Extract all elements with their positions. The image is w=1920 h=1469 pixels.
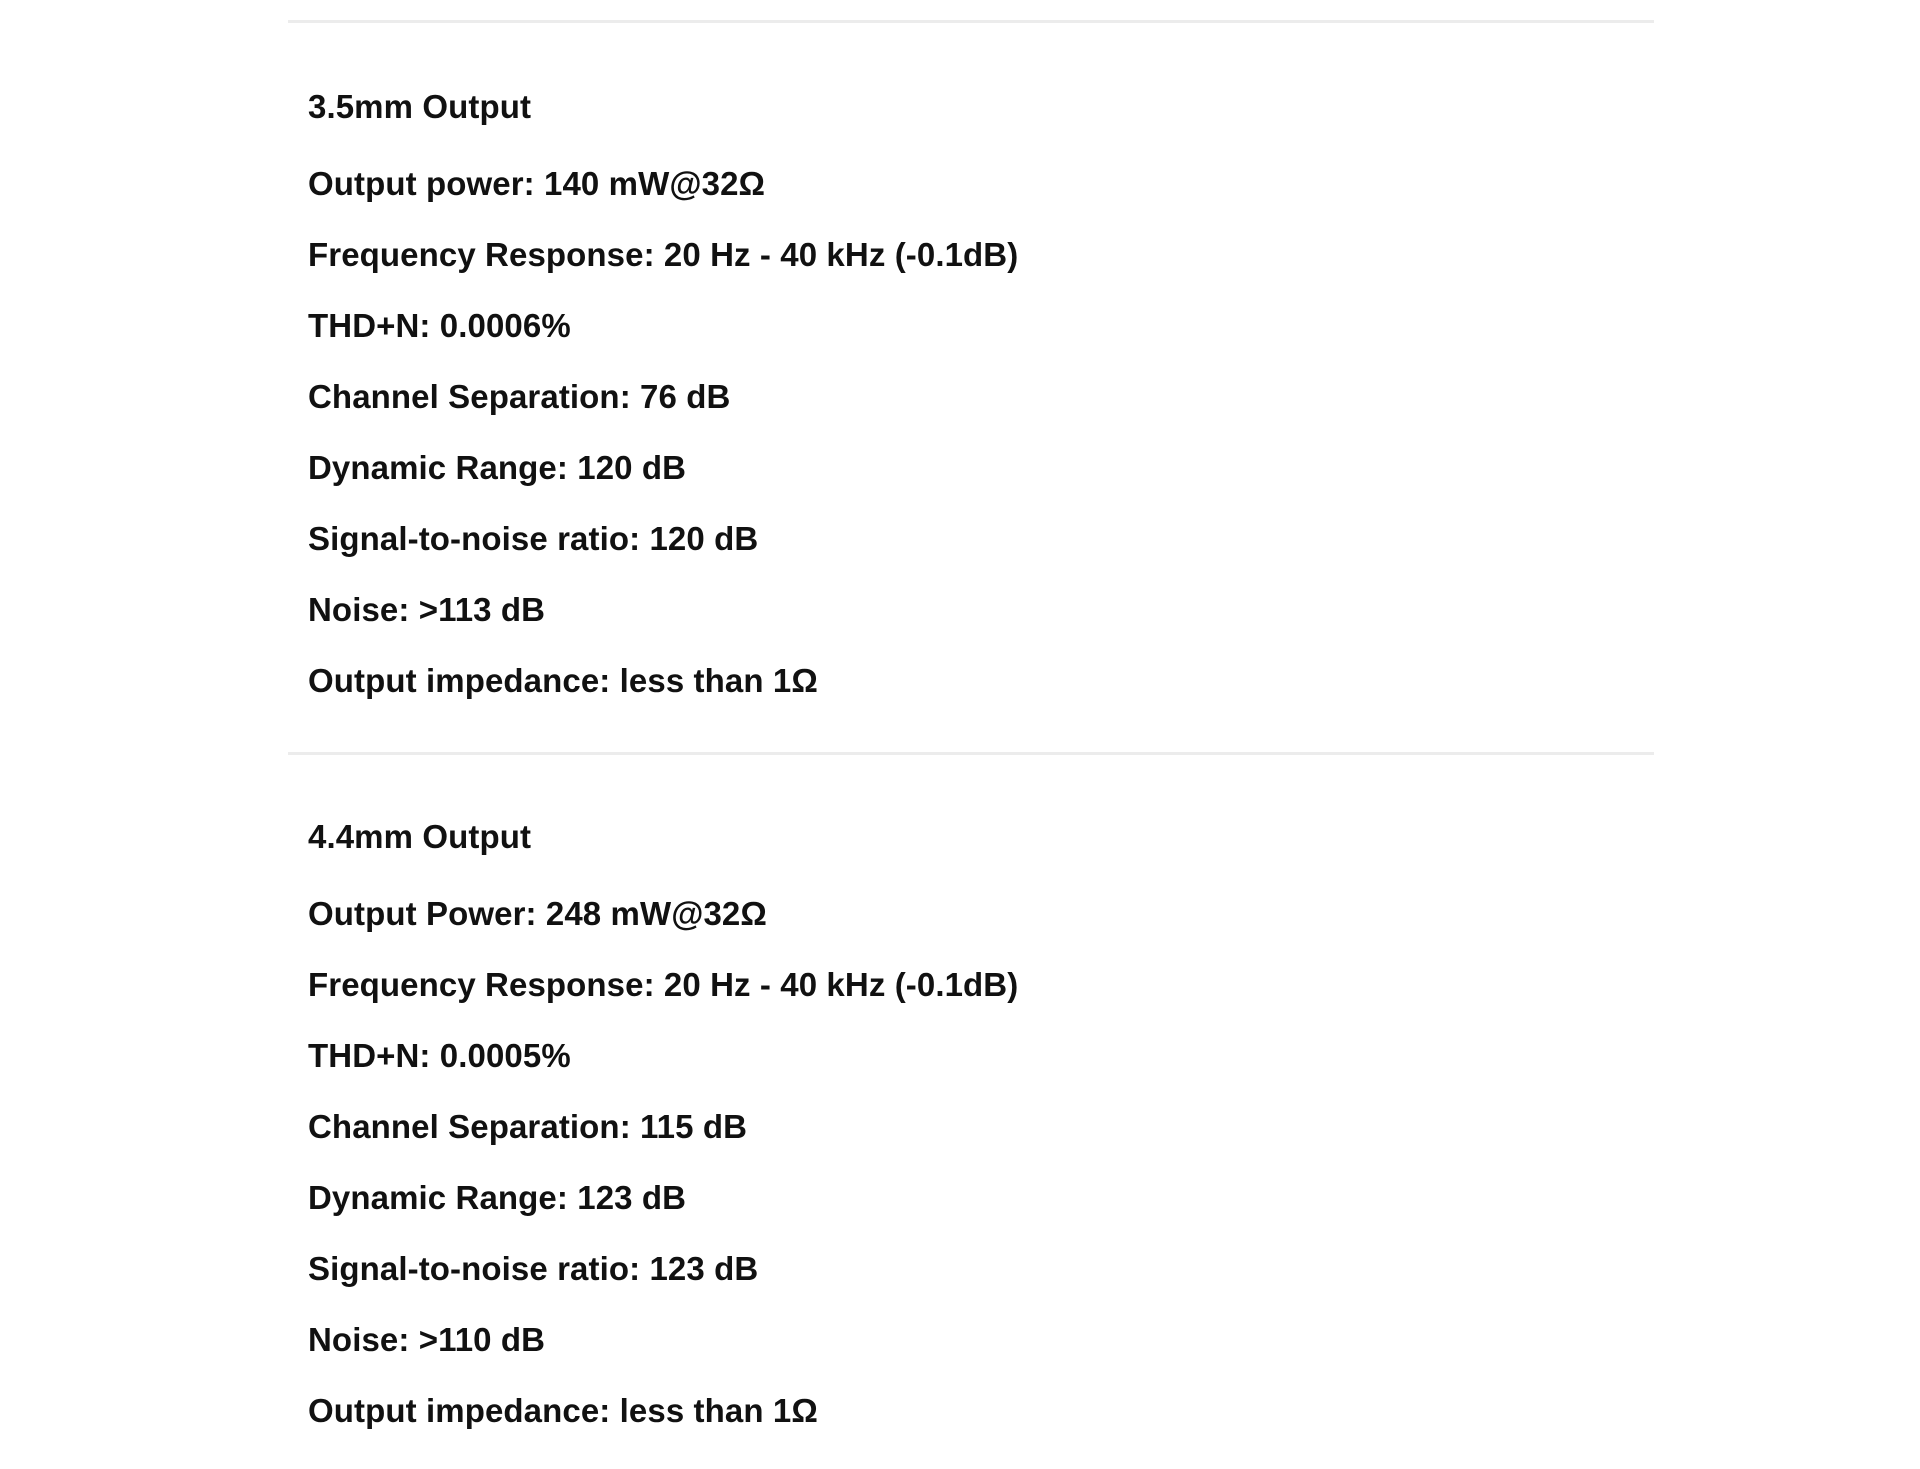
spec-output-impedance: Output impedance: less than 1Ω: [308, 662, 818, 699]
spec-thd-n: THD+N: 0.0005%: [308, 1037, 571, 1074]
spec-channel-separation: Channel Separation: 115 dB: [308, 1108, 748, 1145]
spec-section-4-4mm: [288, 755, 1654, 1446]
spec-page: [288, 0, 1654, 1446]
spec-signal-to-noise: Signal-to-noise ratio: 123 dB: [308, 1250, 759, 1287]
spec-channel-separation: Channel Separation: 76 dB: [308, 378, 731, 415]
spec-thd-n: THD+N: 0.0006%: [308, 307, 571, 344]
spec-noise: Noise: >110 dB: [308, 1321, 546, 1358]
spec-output-power: Output Power: 248 mW@32Ω: [308, 895, 767, 932]
spec-frequency-response: Frequency Response: 20 Hz - 40 kHz (-0.1dB): [308, 966, 1019, 1003]
spec-frequency-response: Frequency Response: 20 Hz - 40 kHz (-0.1dB): [308, 236, 1019, 273]
spec-output-impedance: Output impedance: less than 1Ω: [308, 1392, 818, 1429]
spec-output-power: Output power: 140 mW@32Ω: [308, 165, 766, 202]
spec-section-3-5mm: [288, 23, 1654, 752]
section-title-4-4mm: 4.4mm Output: [308, 818, 532, 855]
spec-noise: Noise: >113 dB: [308, 591, 546, 628]
section-spacer: [308, 716, 1654, 752]
spec-signal-to-noise: Signal-to-noise ratio: 120 dB: [308, 520, 759, 557]
spec-dynamic-range: Dynamic Range: 123 dB: [308, 1179, 687, 1216]
spec-dynamic-range: Dynamic Range: 120 dB: [308, 449, 687, 486]
section-title-3-5mm: 3.5mm Output: [308, 88, 532, 125]
